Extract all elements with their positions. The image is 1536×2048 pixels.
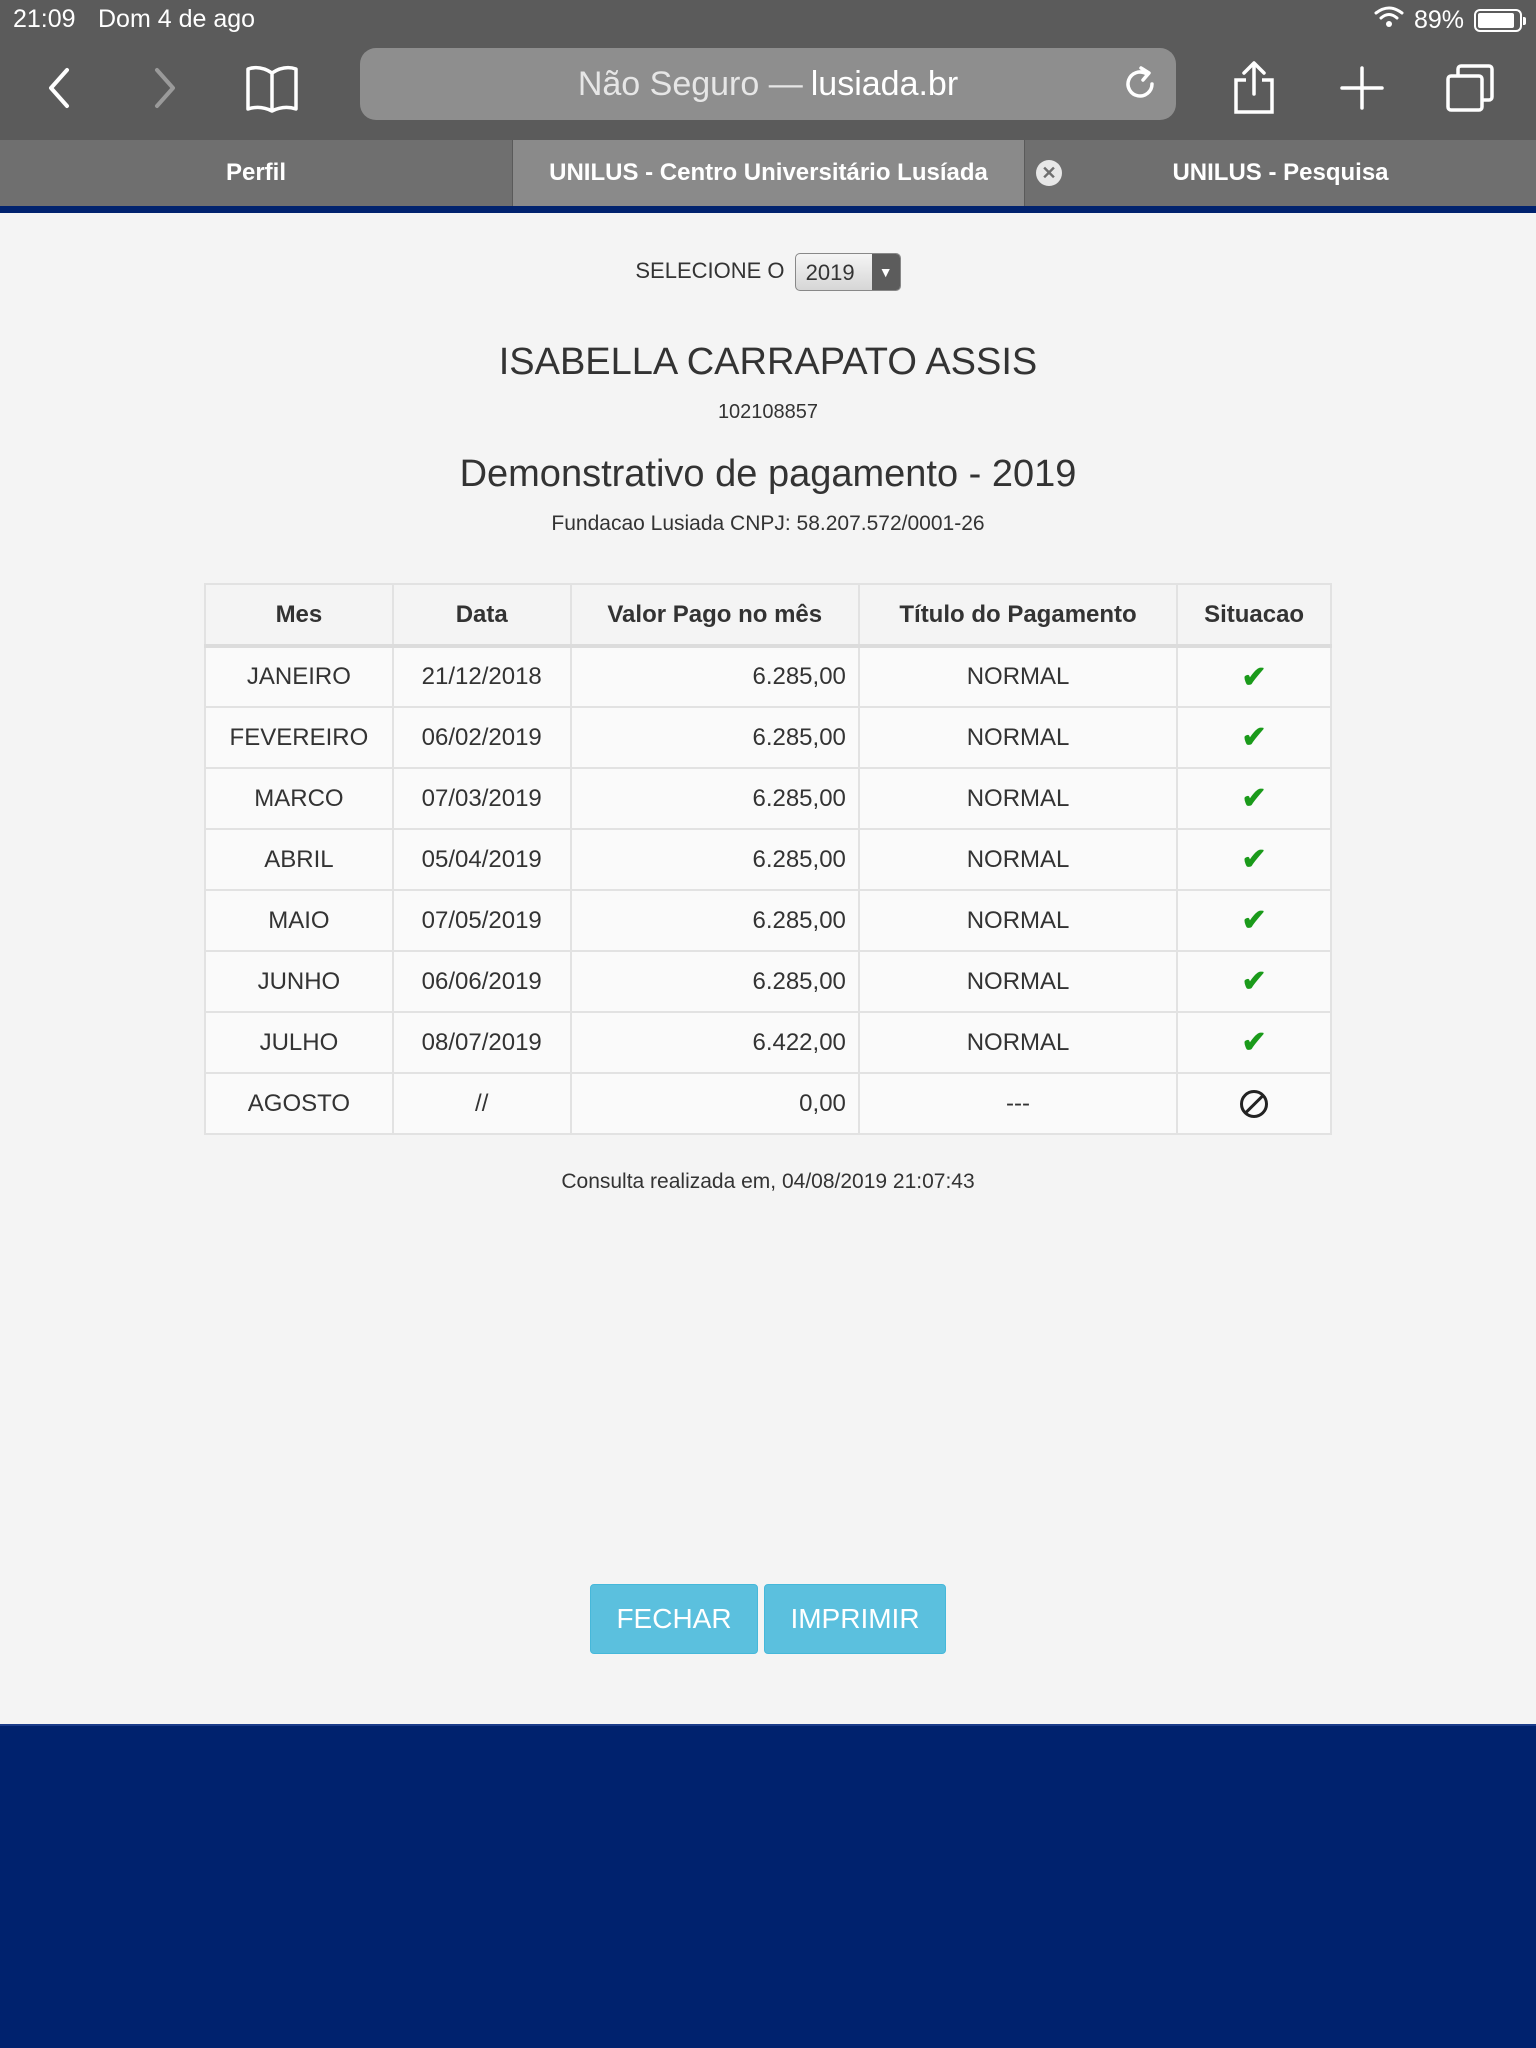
year-select-value: 2019 xyxy=(805,260,855,285)
date-cell: 05/04/2019 xyxy=(393,829,571,890)
column-header: Título do Pagamento xyxy=(859,584,1177,646)
table-row xyxy=(205,951,1331,1012)
column-header: Situacao xyxy=(1177,584,1331,646)
header-strip xyxy=(0,206,1536,213)
chevron-down-icon: ▼ xyxy=(872,254,900,290)
bookmarks-icon[interactable] xyxy=(240,56,304,120)
date-cell: // xyxy=(393,1073,571,1134)
table-row xyxy=(205,829,1331,890)
print-button[interactable]: IMPRIMIR xyxy=(764,1584,946,1654)
tab-unilus-centro[interactable] xyxy=(512,140,1057,206)
month-cell: FEVEREIRO xyxy=(205,707,393,768)
student-name: ISABELLA CARRAPATO ASSIS xyxy=(498,341,1038,383)
status-cell xyxy=(1177,1073,1331,1134)
check-icon: ✔ xyxy=(1241,721,1267,754)
amount-cell: 6.422,00 xyxy=(571,1012,859,1073)
blocked-icon xyxy=(1240,1090,1268,1118)
table-row xyxy=(205,646,1331,707)
date-cell: 08/07/2019 xyxy=(393,1012,571,1073)
tab-label: UNILUS - Pesquisa xyxy=(1172,159,1389,186)
column-header: Mes xyxy=(205,584,393,646)
month-cell: MARCO xyxy=(205,768,393,829)
status-cell xyxy=(1177,951,1331,1012)
status-cell xyxy=(1177,890,1331,951)
status-cell xyxy=(1177,829,1331,890)
status-cell xyxy=(1177,768,1331,829)
tab-label: Perfil xyxy=(225,159,287,186)
url-host: lusiada.br xyxy=(810,64,959,103)
amount-cell: 6.285,00 xyxy=(571,890,859,951)
back-icon[interactable] xyxy=(28,56,92,120)
title-cell: NORMAL xyxy=(859,646,1177,707)
date-cell: 07/05/2019 xyxy=(393,890,571,951)
month-cell: MAIO xyxy=(205,890,393,951)
year-selector xyxy=(0,253,1536,291)
student-id: 102108857 xyxy=(717,401,819,423)
url-bar[interactable] xyxy=(360,48,1176,120)
title-cell: NORMAL xyxy=(859,768,1177,829)
amount-cell: 6.285,00 xyxy=(571,646,859,707)
date-cell: 06/06/2019 xyxy=(393,951,571,1012)
date-cell: 06/02/2019 xyxy=(393,707,571,768)
amount-cell: 0,00 xyxy=(571,1073,859,1134)
check-icon: ✔ xyxy=(1241,904,1267,937)
reload-icon[interactable] xyxy=(1118,62,1162,106)
title-cell: NORMAL xyxy=(859,707,1177,768)
title-cell: NORMAL xyxy=(859,951,1177,1012)
check-icon: ✔ xyxy=(1241,843,1267,876)
status-date: Dom 4 de ago xyxy=(98,5,256,33)
month-cell: AGOSTO xyxy=(205,1073,393,1134)
title-cell: NORMAL xyxy=(859,1012,1177,1073)
year-selector-label: SELECIONE O xyxy=(635,257,785,283)
page-title: Demonstrativo de pagamento - 2019 xyxy=(459,453,1077,495)
status-time: 21:09 xyxy=(13,5,76,33)
amount-cell: 6.285,00 xyxy=(571,829,859,890)
amount-cell: 6.285,00 xyxy=(571,707,859,768)
title-cell: --- xyxy=(859,1073,1177,1134)
tab-label: UNILUS - Centro Universitário Lusíada xyxy=(549,159,988,186)
close-tab-icon[interactable]: ✕ xyxy=(1036,160,1062,186)
table-row xyxy=(205,1012,1331,1073)
title-cell: NORMAL xyxy=(859,890,1177,951)
check-icon: ✔ xyxy=(1241,1026,1267,1059)
column-header: Data xyxy=(393,584,571,646)
table-header-row xyxy=(205,584,1331,646)
action-buttons xyxy=(0,1584,1536,1654)
month-cell: JUNHO xyxy=(205,951,393,1012)
title-cell: NORMAL xyxy=(859,829,1177,890)
status-cell xyxy=(1177,707,1331,768)
status-cell xyxy=(1177,646,1331,707)
tab-unilus-pesquisa[interactable] xyxy=(1024,140,1536,206)
page-subtitle: Fundacao Lusiada CNPJ: 58.207.572/0001-26 xyxy=(551,512,985,535)
column-header: Valor Pago no mês xyxy=(571,584,859,646)
status-bar xyxy=(0,0,1536,38)
browser-toolbar xyxy=(0,38,1536,140)
payment-table xyxy=(204,583,1332,1135)
month-cell: ABRIL xyxy=(205,829,393,890)
new-tab-icon[interactable] xyxy=(1330,56,1394,120)
battery-icon xyxy=(1474,9,1522,32)
forward-icon[interactable] xyxy=(132,56,196,120)
table-row xyxy=(205,768,1331,829)
status-cell xyxy=(1177,1012,1331,1073)
year-select[interactable] xyxy=(795,253,901,291)
month-cell: JANEIRO xyxy=(205,646,393,707)
check-icon: ✔ xyxy=(1241,965,1267,998)
url-security-label: Não Seguro — xyxy=(577,64,803,103)
date-cell: 07/03/2019 xyxy=(393,768,571,829)
amount-cell: 6.285,00 xyxy=(571,951,859,1012)
share-icon[interactable] xyxy=(1222,56,1286,120)
amount-cell: 6.285,00 xyxy=(571,768,859,829)
battery-percent: 89% xyxy=(1413,6,1464,34)
wifi-icon xyxy=(1374,5,1404,36)
check-icon: ✔ xyxy=(1241,660,1267,694)
month-cell: JULHO xyxy=(205,1012,393,1073)
status-right xyxy=(1374,5,1522,36)
query-timestamp: Consulta realizada em, 04/08/2019 21:07:43 xyxy=(561,1170,975,1193)
table-row xyxy=(205,890,1331,951)
tab-perfil[interactable] xyxy=(0,140,512,206)
table-row xyxy=(205,707,1331,768)
date-cell: 21/12/2018 xyxy=(393,646,571,707)
tabs-overview-icon[interactable] xyxy=(1438,56,1502,120)
page-footer xyxy=(0,1724,1536,2048)
check-icon: ✔ xyxy=(1241,782,1267,815)
tab-bar xyxy=(0,140,1536,206)
close-button[interactable]: FECHAR xyxy=(590,1584,758,1654)
table-row xyxy=(205,1073,1331,1134)
